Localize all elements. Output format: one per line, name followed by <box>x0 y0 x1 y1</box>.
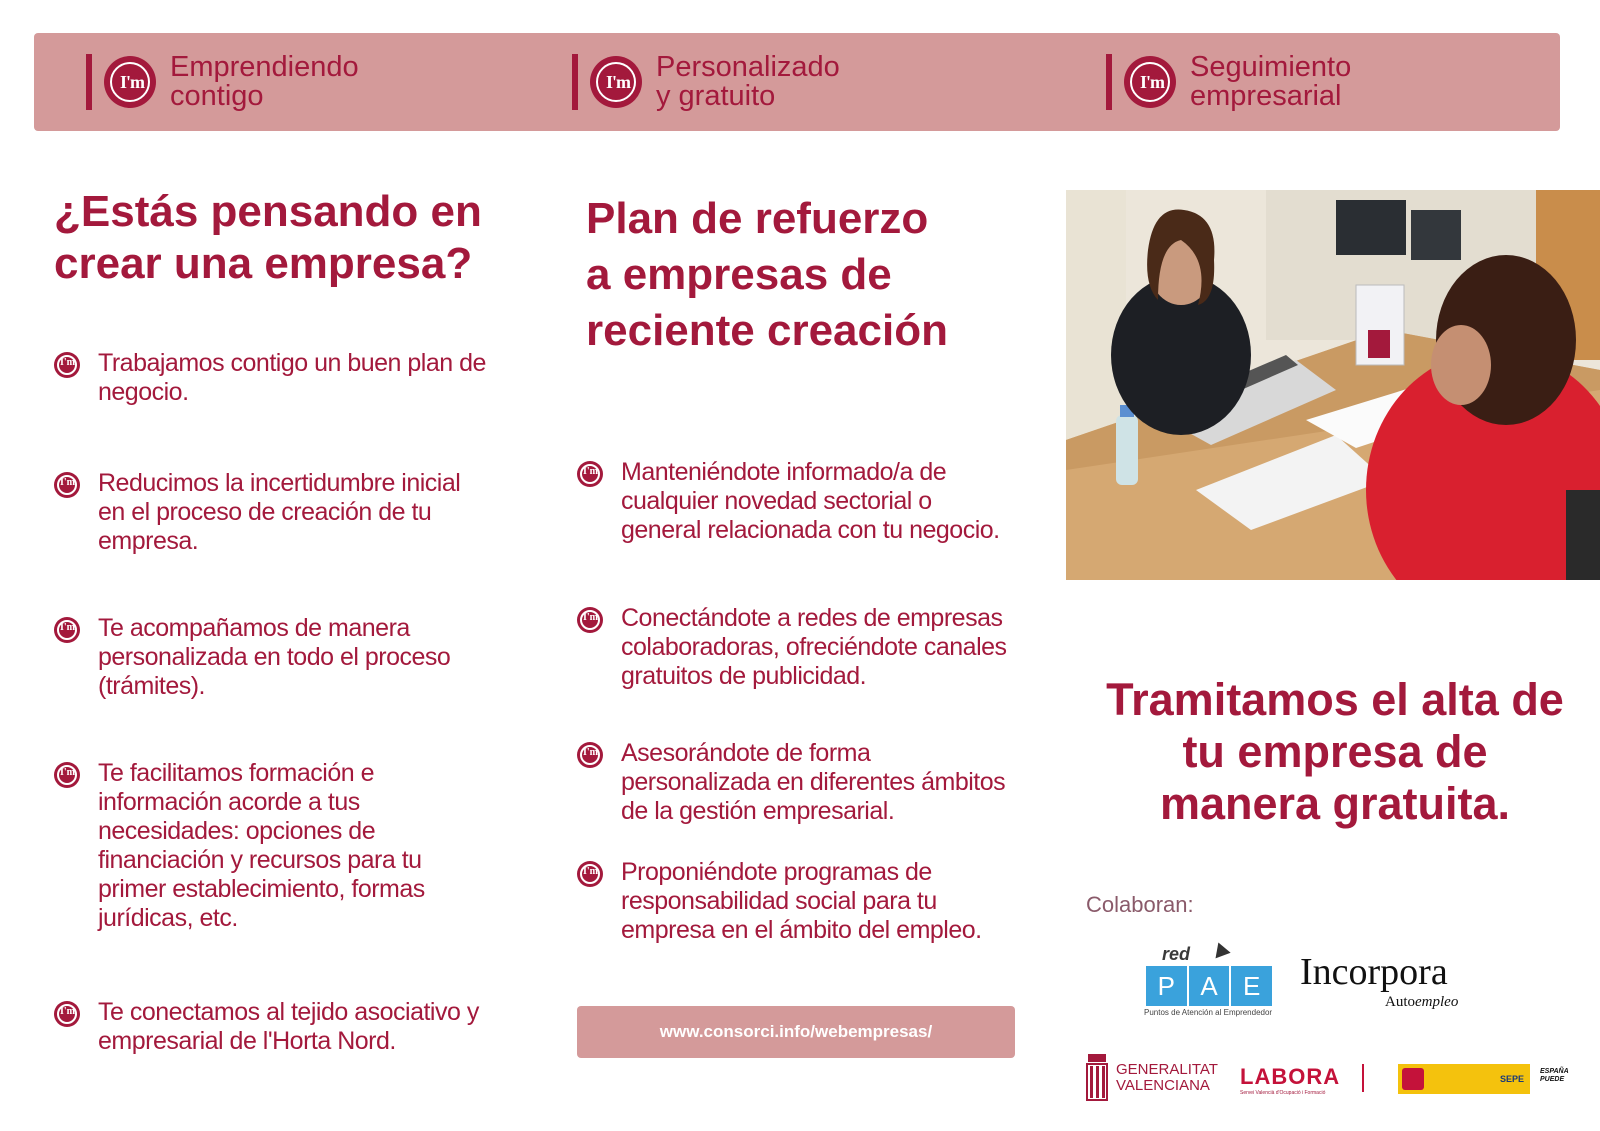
bullet-logo-icon: I'm <box>54 472 80 498</box>
left-bullet-2 <box>54 469 460 556</box>
left-bullet-3 <box>54 614 450 701</box>
office-consultation-photo <box>1066 190 1600 580</box>
bullet-line: empresa. <box>98 527 199 555</box>
consorci-logo-icon: I'm <box>590 56 642 108</box>
header-banner <box>34 33 1560 131</box>
bullet-logo-icon: I'm <box>54 1001 80 1027</box>
espana-line1: ESPAÑA <box>1540 1068 1569 1075</box>
incorpora-logo <box>1300 951 1459 1010</box>
bullet-line: general relacionada con tu negocio. <box>621 516 1000 544</box>
sepe-text: SEPE <box>1499 1074 1524 1084</box>
left-bullet-1 <box>54 349 486 407</box>
generalitat-crest-icon <box>1084 1052 1110 1104</box>
claim-line3: manera gratuita. <box>1159 778 1511 829</box>
bullet-line: Trabajamos contigo un buen plan de <box>98 349 486 377</box>
red-pae-letter: P <box>1146 966 1187 1006</box>
bullet-logo-icon: I'm <box>54 352 80 378</box>
red-pae-letter: A <box>1189 966 1230 1006</box>
banner-item-personalizado <box>572 50 840 114</box>
bullet-line: (trámites). <box>98 672 205 700</box>
bullet-line: Reducimos la incertidumbre inicial <box>98 469 461 497</box>
bullet-line: necesidades: opciones de <box>98 817 376 845</box>
spain-coat-of-arms-icon <box>1402 1068 1424 1090</box>
bullet-line: de la gestión empresarial. <box>621 797 895 825</box>
photo-illustration <box>1066 190 1600 580</box>
left-bullet-5 <box>54 998 479 1056</box>
incorpora-sub-b: empleo <box>1415 994 1459 1010</box>
incorpora-sub-a: Auto <box>1385 994 1415 1010</box>
collaborators-label: Colaboran: <box>1086 892 1194 917</box>
banner-divider <box>1106 54 1112 110</box>
espana-puede-logo <box>1540 1068 1569 1084</box>
bullet-line: cualquier novedad sectorial o <box>621 487 932 515</box>
claim-line1: Tramitamos el alta de <box>1106 674 1564 725</box>
bullet-line: Te acompañamos de manera <box>98 614 410 642</box>
bullet-line: en el proceso de creación de tu <box>98 498 432 526</box>
generalitat-line2: VALENCIANA <box>1116 1077 1210 1094</box>
bullet-line: financiación y recursos para tu <box>98 846 422 874</box>
middle-title-line1: Plan de refuerzo <box>586 194 929 243</box>
labora-logo <box>1240 1064 1340 1096</box>
middle-bullet-3 <box>577 739 1005 826</box>
bullet-logo-icon: I'm <box>54 617 80 643</box>
bullet-line: personalizada en diferentes ámbitos <box>621 768 1006 796</box>
website-url-link[interactable]: www.consorci.info/webempresas/ <box>577 1006 1015 1058</box>
left-title-line1: ¿Estás pensando en <box>54 187 482 236</box>
generalitat-valenciana-logo <box>1084 1052 1218 1104</box>
consorci-logo-icon: I'm <box>1124 56 1176 108</box>
espana-line2: PUEDE <box>1540 1076 1565 1083</box>
bullet-line: gratuitos de publicidad. <box>621 662 867 690</box>
bullet-line: Manteniéndote informado/a de <box>621 458 947 486</box>
generalitat-line1: GENERALITAT <box>1116 1061 1218 1078</box>
bullet-logo-icon: I'm <box>577 861 603 887</box>
arrow-icon <box>1209 942 1230 963</box>
banner-divider <box>572 54 578 110</box>
bullet-line: jurídicas, etc. <box>98 904 238 932</box>
middle-title-line3: reciente creación <box>586 306 948 355</box>
bullet-line: colaboradoras, ofreciéndote canales <box>621 633 1007 661</box>
red-pae-logo <box>1140 944 1280 1020</box>
banner-text-line2: contigo <box>170 80 264 112</box>
bullet-logo-icon: I'm <box>577 742 603 768</box>
bullet-line: negocio. <box>98 378 189 406</box>
bullet-line: Asesorándote de forma <box>621 739 871 767</box>
middle-title <box>586 191 948 359</box>
bullet-line: Te conectamos al tejido asociativo y <box>98 998 479 1026</box>
banner-item-emprendiendo <box>86 50 359 114</box>
red-pae-logo-top: red <box>1162 944 1191 964</box>
bullet-line: empresa en el ámbito del empleo. <box>621 916 982 944</box>
banner-text-line1: Seguimiento <box>1190 51 1352 83</box>
logo-divider <box>1362 1064 1364 1092</box>
left-title <box>54 186 482 290</box>
middle-bullet-1 <box>577 458 1000 545</box>
incorpora-wordmark: Incorpora <box>1300 951 1448 993</box>
banner-text-line2: empresarial <box>1190 80 1342 112</box>
banner-divider <box>86 54 92 110</box>
bullet-line: información acorde a tus <box>98 788 360 816</box>
bullet-logo-icon: I'm <box>577 461 603 487</box>
bullet-logo-icon: I'm <box>54 762 80 788</box>
claim-line2: tu empresa de <box>1182 726 1488 777</box>
bullet-line: empresarial de l'Horta Nord. <box>98 1027 396 1055</box>
labora-sub: Servei Valencià d'Ocupació i Formació <box>1240 1090 1326 1096</box>
banner-text-line1: Emprendiendo <box>170 51 359 83</box>
red-pae-letter: E <box>1231 966 1272 1006</box>
consorci-logo-icon: I'm <box>104 56 156 108</box>
free-registration-claim <box>1075 674 1595 830</box>
bullet-line: primer establecimiento, formas <box>98 875 425 903</box>
bullet-line: Proponiéndote programas de <box>621 858 932 886</box>
left-title-line2: crear una empresa? <box>54 239 473 288</box>
middle-bullet-2 <box>577 604 1007 691</box>
labora-wordmark: LABORA <box>1240 1064 1341 1089</box>
banner-item-seguimiento <box>1106 50 1351 114</box>
bullet-line: Te facilitamos formación e <box>98 759 375 787</box>
bullet-logo-icon: I'm <box>577 607 603 633</box>
middle-title-line2: a empresas de <box>586 250 892 299</box>
left-bullet-4 <box>54 759 425 933</box>
bullet-line: Conectándote a redes de empresas <box>621 604 1003 632</box>
red-pae-caption: Puntos de Atención al Emprendedor <box>1144 1008 1273 1017</box>
banner-text-line2: y gratuito <box>656 80 776 112</box>
banner-text-line1: Personalizado <box>656 51 840 83</box>
ministerio-sepe-logo <box>1398 1064 1530 1094</box>
bullet-line: responsabilidad social para tu <box>621 887 937 915</box>
bullet-line: personalizada en todo el proceso <box>98 643 451 671</box>
middle-bullet-4 <box>577 858 982 945</box>
